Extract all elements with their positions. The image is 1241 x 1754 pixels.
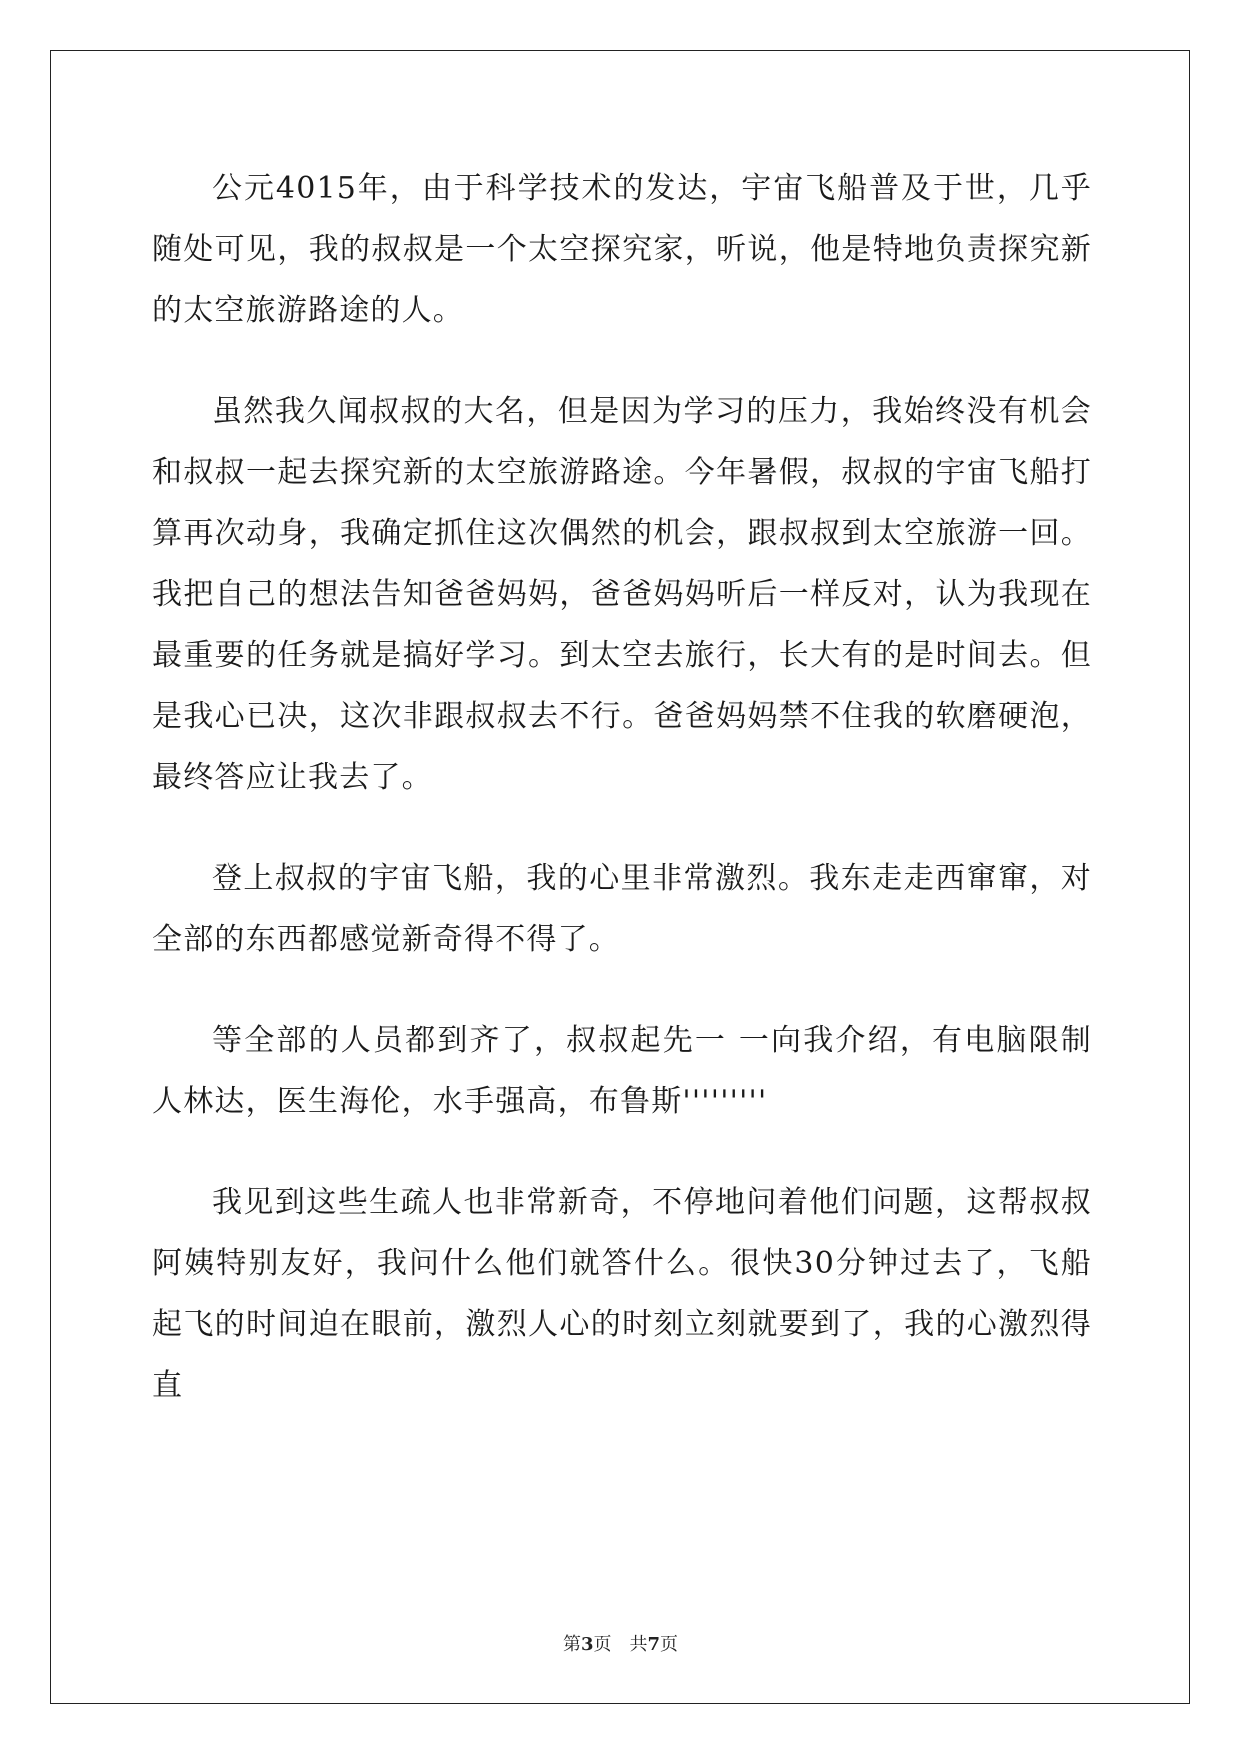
page-total: 7	[647, 1634, 661, 1655]
paragraph-3: 登上叔叔的宇宙飞船，我的心里非常激烈。我东走走西窜窜，对全部的东西都感觉新奇得不得了。	[152, 861, 1092, 957]
total-suffix: 页	[660, 1634, 679, 1655]
page-current: 3	[580, 1634, 594, 1655]
document-body	[152, 158, 1092, 1456]
paragraph-4: 等全部的人员都到齐了，叔叔起先一 一向我介绍，有电脑限制人林达，医生海伦，水手强高，布鲁斯'''''''''	[152, 1023, 1092, 1119]
total-prefix: 共	[629, 1634, 648, 1655]
paragraph-1: 公元4015年，由于科学技术的发达，宇宙飞船普及于世，几乎随处可见，我的叔叔是一个太空探究家，听说，他是特地负责探究新的太空旅游路途的人。	[152, 171, 1092, 328]
page-footer	[0, 1630, 1241, 1656]
paragraph-5: 我见到这些生疏人也非常新奇，不停地问着他们问题，这帮叔叔阿姨特别友好，我问什么他们就答什么。很快30分钟过去了，飞船起飞的时间迫在眼前，激烈人心的时刻立刻就要到了，我的心激烈得直	[152, 1185, 1092, 1403]
page-suffix: 页	[593, 1634, 612, 1655]
paragraph-2: 虽然我久闻叔叔的大名，但是因为学习的压力，我始终没有机会和叔叔一起去探究新的太空旅游路途。今年暑假，叔叔的宇宙飞船打算再次动身，我确定抓住这次偶然的机会，跟叔叔到太空旅游一回。我把自己的想法告知爸爸妈妈，爸爸妈妈听后一样反对，认为我现在最重要的任务就是搞好学习。到太空去旅行，长大有的是时间去。但是我心已决，这次非跟叔叔去不行。爸爸妈妈禁不住我的软磨硬泡，最终答应让我去了。	[152, 394, 1092, 795]
page-prefix: 第	[562, 1634, 581, 1655]
